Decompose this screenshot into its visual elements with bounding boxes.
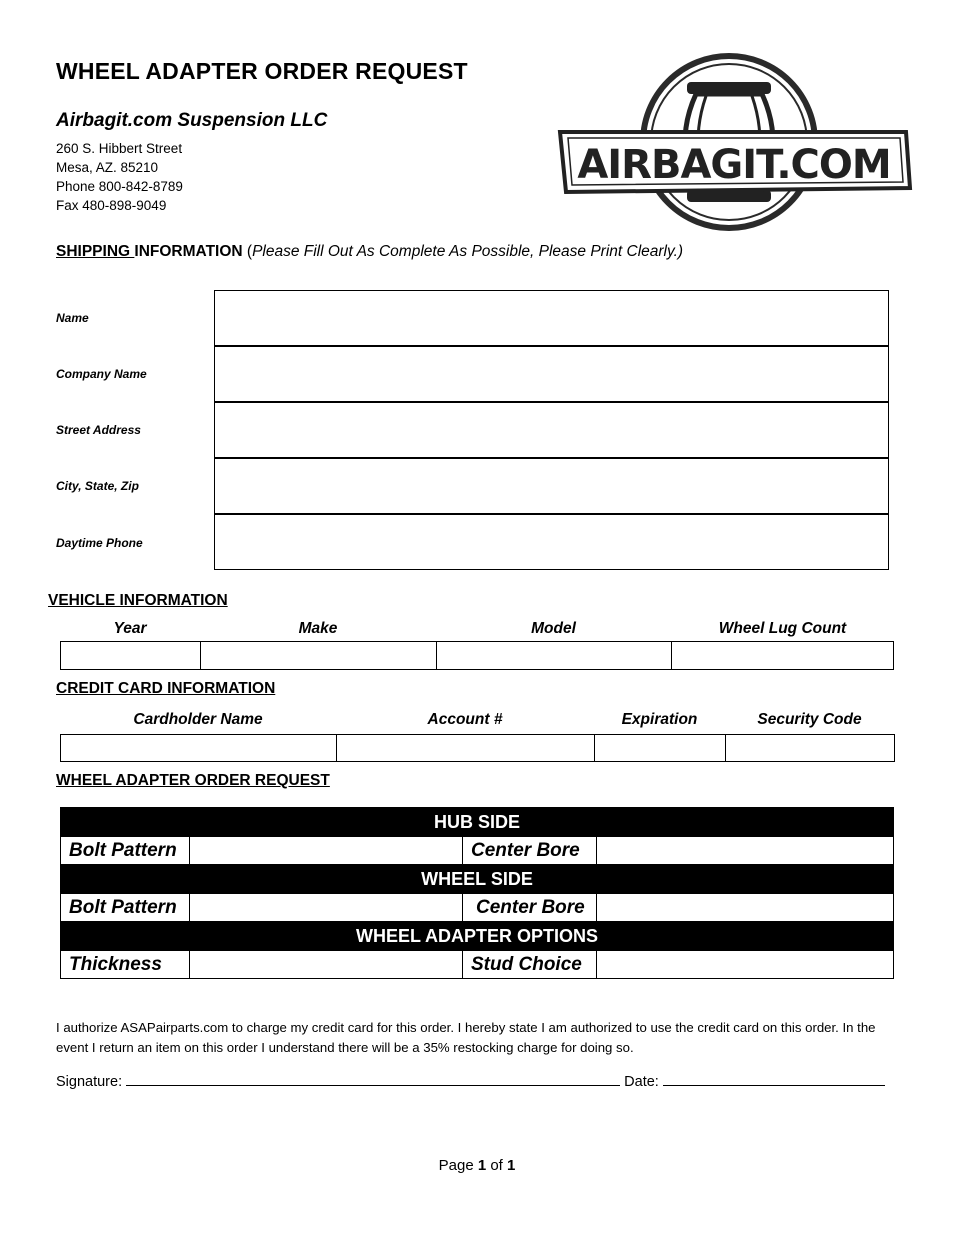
- signature-label: Signature:: [56, 1074, 123, 1090]
- name-label: Name: [56, 311, 89, 325]
- wheel-side-band: WHEEL SIDE: [61, 864, 893, 893]
- wheel-bolt-pattern-input[interactable]: [190, 894, 463, 921]
- signature-line: [56, 1071, 885, 1090]
- make-header: Make: [298, 620, 338, 637]
- name-field[interactable]: [214, 290, 889, 346]
- vehicle-heading: VEHICLE INFORMATION: [48, 592, 228, 609]
- hub-side-band: HUB SIDE: [61, 808, 893, 836]
- airbagit-logo: [556, 52, 914, 232]
- date-field[interactable]: [663, 1071, 885, 1086]
- wheel-center-bore-input[interactable]: [597, 894, 893, 921]
- logo-text: AIRBAGIT.COM: [577, 142, 891, 188]
- page-number: Page 1 of 1: [438, 1157, 516, 1174]
- wheel-side-row: [61, 893, 893, 921]
- account-input[interactable]: [337, 735, 595, 761]
- city-state-zip-label: City, State, Zip: [56, 479, 139, 493]
- city-state-zip-field[interactable]: [214, 458, 889, 514]
- stud-choice-label: Stud Choice: [463, 951, 597, 978]
- options-row: [61, 950, 893, 978]
- company-name: Airbagit.com Suspension LLC: [56, 110, 328, 131]
- hub-bolt-pattern-label: Bolt Pattern: [61, 837, 190, 864]
- expiration-header: Expiration: [621, 711, 698, 728]
- address-line-city: Mesa, AZ. 85210: [56, 160, 159, 175]
- cardholder-input[interactable]: [61, 735, 337, 761]
- address-line-phone: Phone 800-842-8789: [56, 179, 183, 194]
- hub-center-bore-label: Center Bore: [463, 837, 597, 864]
- wheel-bolt-pattern-label: Bolt Pattern: [61, 894, 190, 921]
- street-address-field[interactable]: [214, 402, 889, 458]
- options-band: WHEEL ADAPTER OPTIONS: [61, 921, 893, 950]
- stud-choice-input[interactable]: [597, 951, 893, 978]
- authorization-text: I authorize ASAPairparts.com to charge my credit card for this order. I hereby state I am authorized to use the credit card on this order. In the event I return an item on this order I understand there will be a 35% restocking charge for doing so.: [56, 1020, 876, 1055]
- model-input[interactable]: [437, 642, 672, 669]
- hub-side-row: [61, 836, 893, 864]
- credit-row: [60, 734, 895, 762]
- hub-bolt-pattern-input[interactable]: [190, 837, 463, 864]
- security-code-header: Security Code: [757, 711, 862, 728]
- model-header: Model: [531, 620, 576, 637]
- lug-count-header: Wheel Lug Count: [718, 620, 847, 637]
- date-label: Date:: [624, 1074, 659, 1090]
- address-line-fax: Fax 480-898-9049: [56, 198, 167, 213]
- company-name-field[interactable]: [214, 346, 889, 402]
- thickness-input[interactable]: [190, 951, 463, 978]
- wheel-center-bore-label: Center Bore: [463, 894, 597, 921]
- lug-count-input[interactable]: [672, 642, 893, 669]
- year-input[interactable]: [61, 642, 201, 669]
- cardholder-header: Cardholder Name: [133, 711, 263, 728]
- security-code-input[interactable]: [726, 735, 894, 761]
- daytime-phone-label: Daytime Phone: [56, 536, 143, 550]
- year-header: Year: [113, 620, 147, 637]
- form-title: WHEEL ADAPTER ORDER REQUEST: [56, 58, 468, 84]
- street-address-label: Street Address: [56, 423, 141, 437]
- account-header: Account #: [427, 711, 503, 728]
- signature-field[interactable]: [126, 1071, 620, 1086]
- make-input[interactable]: [201, 642, 437, 669]
- order-heading: WHEEL ADAPTER ORDER REQUEST: [56, 772, 330, 789]
- order-table: [60, 807, 894, 979]
- shipping-heading: SHIPPING INFORMATION (Please Fill Out As Complete As Possible, Please Print Clearly.): [56, 243, 684, 260]
- expiration-input[interactable]: [595, 735, 726, 761]
- company-name-label: Company Name: [56, 367, 147, 381]
- thickness-label: Thickness: [61, 951, 190, 978]
- credit-heading: CREDIT CARD INFORMATION: [56, 680, 276, 697]
- address-line-street: 260 S. Hibbert Street: [56, 141, 183, 156]
- daytime-phone-field[interactable]: [214, 514, 889, 570]
- hub-center-bore-input[interactable]: [597, 837, 893, 864]
- vehicle-row: [60, 641, 894, 670]
